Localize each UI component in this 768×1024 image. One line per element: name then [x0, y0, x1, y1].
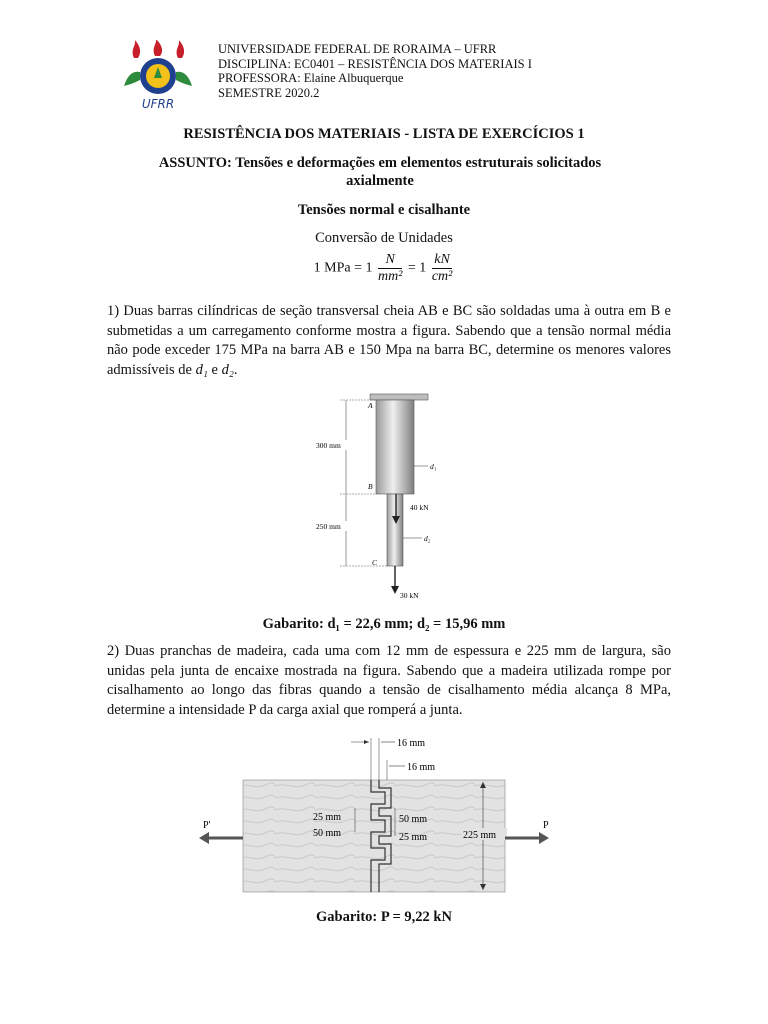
formula-frac2-den: cm² [431, 269, 453, 284]
top-dim-2: 16 mm [407, 762, 436, 773]
support-plate [370, 394, 428, 400]
problem-1-body: 1) Duas barras cilíndricas de seção transversal cheia AB e BC são soldadas uma à outra em B e submetidas a um carregamento conforme mostra a figura. Sabendo que a tensão normal média não pode exceder 175 MPa na barra AB e 150 Mpa na barra BC, determine os menores valores admissíveis de [107, 303, 671, 378]
figure-welded-bars [310, 392, 470, 606]
right-dim-1: 50 mm [399, 814, 428, 825]
formula-mid: = 1 [407, 260, 427, 276]
problem-1-and: e [211, 361, 218, 378]
top-dim-1: 16 mm [397, 738, 426, 749]
units-heading: Conversão de Unidades [315, 230, 453, 246]
load-b: 40 kN [410, 503, 429, 512]
dim-bc: 250 mm [316, 522, 341, 531]
unit-conversion-formula [0, 252, 768, 285]
dim-ab: 300 mm [316, 441, 341, 450]
formula-fraction-2 [432, 252, 453, 285]
bar-bc [387, 494, 403, 566]
problem-1-text [107, 302, 671, 380]
figure-wood-joint [195, 732, 575, 897]
problem-2-answer: Gabarito: P = 9,22 kN [316, 909, 452, 925]
problem-1-end: . [233, 361, 238, 378]
header-professor: PROFESSORA: Elaine Albuquerque [218, 71, 404, 85]
label-d2: d₂ [424, 534, 431, 543]
label-c: C [372, 558, 378, 567]
header-university: UNIVERSIDADE FEDERAL DE RORAIMA – UFRR [218, 42, 497, 56]
problem-1-d2: d₂ [221, 361, 234, 378]
load-right: P [543, 820, 549, 831]
formula-fraction-1 [378, 252, 402, 285]
width-dim: 225 mm [463, 830, 497, 841]
formula-frac2-num: kN [432, 252, 453, 269]
problem-1-d1: d₁ [195, 361, 208, 378]
label-d1: d₁ [430, 462, 437, 471]
header-semester: SEMESTRE 2020.2 [218, 85, 320, 100]
formula-frac1-num: N [378, 252, 402, 269]
ufrr-logo-icon [120, 40, 198, 112]
subject-heading: ASSUNTO: Tensões e deformações em elementos estruturais solicitados axialmente [158, 155, 602, 189]
section-heading: Tensões normal e cisalhante [297, 202, 471, 218]
left-dim-1: 25 mm [313, 812, 342, 823]
formula-frac1-den: mm² [377, 269, 403, 284]
load-left: P′ [203, 820, 211, 831]
header-discipline: DISCIPLINA: EC0401 – RESISTÊNCIA DOS MATERIAIS I [218, 56, 532, 71]
page-title: RESISTÊNCIA DOS MATERIAIS - LISTA DE EXERCÍCIOS 1 [183, 126, 585, 142]
right-dim-2: 25 mm [399, 832, 428, 843]
left-dim-2: 50 mm [313, 828, 342, 839]
document-header [120, 40, 720, 110]
bar-ab [376, 400, 414, 494]
problem-1-answer: Gabarito: d₁ = 22,6 mm; d₂ = 15,96 mm [262, 616, 506, 632]
problem-2-text: 2) Duas pranchas de madeira, cada uma com 12 mm de espessura e 225 mm de largura, são unidas pela junta de encaixe mostrada na figura. Sabendo que a madeira utilizada rompe por cisalhamento ao longo das fibras quando a tensão de cisalhamento média alcança 8 MPa, determine a intensidade P da carga axial que romperá a junta. [107, 643, 671, 718]
label-a: A [368, 401, 373, 410]
label-b: B [368, 482, 373, 491]
formula-lhs: 1 MPa = 1 [313, 260, 373, 276]
logo-text: UFRR [141, 97, 175, 111]
header-text [218, 42, 532, 100]
load-c: 30 kN [400, 591, 419, 600]
